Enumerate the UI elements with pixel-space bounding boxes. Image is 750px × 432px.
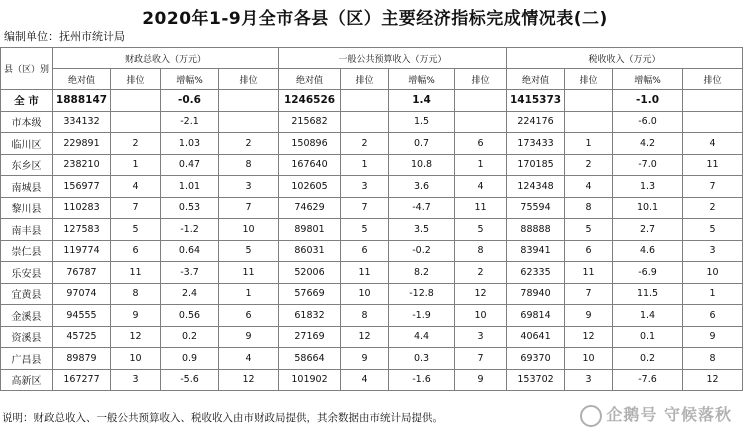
watermark (580, 402, 732, 427)
table-row (1, 283, 743, 305)
value-cell: 8 (455, 240, 507, 262)
value-cell: 86031 (279, 240, 341, 262)
value-cell: 83941 (507, 240, 565, 262)
value-cell: 7 (219, 197, 279, 219)
county-name-cell: 崇仁县 (1, 240, 53, 262)
sub-header: 排位 (111, 69, 161, 90)
indicator-table (0, 47, 743, 391)
value-cell: -2.1 (161, 111, 219, 133)
value-cell: 2 (341, 133, 389, 155)
value-cell: 156977 (53, 176, 111, 198)
value-cell (219, 90, 279, 112)
value-cell: 11 (341, 262, 389, 284)
value-cell: 12 (219, 369, 279, 391)
value-cell: 1.03 (161, 133, 219, 155)
table-row (1, 326, 743, 348)
sub-header: 增幅% (389, 69, 455, 90)
value-cell: 0.7 (389, 133, 455, 155)
value-cell: 0.2 (161, 326, 219, 348)
value-cell: 6 (565, 240, 613, 262)
value-cell: 5 (683, 219, 743, 241)
value-cell: 1 (455, 154, 507, 176)
table-row (1, 90, 743, 112)
value-cell (565, 111, 613, 133)
value-cell: 224176 (507, 111, 565, 133)
value-cell: 2.4 (161, 283, 219, 305)
sub-header: 排位 (683, 69, 743, 90)
value-cell: 150896 (279, 133, 341, 155)
value-cell: -5.6 (161, 369, 219, 391)
value-cell: 153702 (507, 369, 565, 391)
group-header-public-budget: 一般公共预算收入（万元） (279, 48, 507, 69)
value-cell: 7 (683, 176, 743, 198)
group-header-tax: 税收收入（万元） (507, 48, 743, 69)
value-cell (111, 111, 161, 133)
value-cell: 334132 (53, 111, 111, 133)
value-cell: 215682 (279, 111, 341, 133)
value-cell: 1 (341, 154, 389, 176)
value-cell: 3 (341, 176, 389, 198)
value-cell: 69370 (507, 348, 565, 370)
value-cell: 94555 (53, 305, 111, 327)
table-row (1, 133, 743, 155)
county-name-cell: 市本级 (1, 111, 53, 133)
value-cell: 12 (111, 326, 161, 348)
county-name-cell: 金溪县 (1, 305, 53, 327)
value-cell: 11 (111, 262, 161, 284)
value-cell: -1.2 (161, 219, 219, 241)
value-cell: 167640 (279, 154, 341, 176)
value-cell: 1 (111, 154, 161, 176)
value-cell: 4 (341, 369, 389, 391)
value-cell: 5 (565, 219, 613, 241)
value-cell: 62335 (507, 262, 565, 284)
sub-header: 增幅% (161, 69, 219, 90)
county-name-cell: 宜黄县 (1, 283, 53, 305)
table-row (1, 369, 743, 391)
value-cell: 9 (455, 369, 507, 391)
county-name-cell: 高新区 (1, 369, 53, 391)
value-cell (455, 111, 507, 133)
value-cell: 3 (111, 369, 161, 391)
value-cell: 3 (219, 176, 279, 198)
value-cell: -7.0 (613, 154, 683, 176)
value-cell: 229891 (53, 133, 111, 155)
value-cell: -0.2 (389, 240, 455, 262)
value-cell: 238210 (53, 154, 111, 176)
sub-header: 排位 (341, 69, 389, 90)
value-cell: 1 (683, 283, 743, 305)
county-name-cell: 广昌县 (1, 348, 53, 370)
value-cell: 3.5 (389, 219, 455, 241)
value-cell: 0.9 (161, 348, 219, 370)
value-cell: 12 (341, 326, 389, 348)
value-cell: 4 (565, 176, 613, 198)
value-cell: -6.9 (613, 262, 683, 284)
value-cell: -0.6 (161, 90, 219, 112)
value-cell: 0.3 (389, 348, 455, 370)
sub-header: 增幅% (613, 69, 683, 90)
value-cell: 0.53 (161, 197, 219, 219)
value-cell: -6.0 (613, 111, 683, 133)
value-cell: 3.6 (389, 176, 455, 198)
value-cell: -4.7 (389, 197, 455, 219)
value-cell: 0.47 (161, 154, 219, 176)
value-cell: 8.2 (389, 262, 455, 284)
value-cell: 40641 (507, 326, 565, 348)
value-cell: 5 (455, 219, 507, 241)
value-cell: 57669 (279, 283, 341, 305)
value-cell: 6 (111, 240, 161, 262)
value-cell: 6 (455, 133, 507, 155)
value-cell (565, 90, 613, 112)
value-cell: 76787 (53, 262, 111, 284)
value-cell (219, 111, 279, 133)
value-cell: 9 (341, 348, 389, 370)
value-cell: 7 (341, 197, 389, 219)
value-cell: -12.8 (389, 283, 455, 305)
value-cell: 11 (455, 197, 507, 219)
value-cell: 4 (111, 176, 161, 198)
value-cell: 10 (341, 283, 389, 305)
value-cell (341, 90, 389, 112)
value-cell: 2 (565, 154, 613, 176)
value-cell: 10 (111, 348, 161, 370)
value-cell: 167277 (53, 369, 111, 391)
value-cell: 45725 (53, 326, 111, 348)
table-body (1, 90, 743, 391)
value-cell: 10 (565, 348, 613, 370)
table-row (1, 305, 743, 327)
value-cell: 127583 (53, 219, 111, 241)
table-row (1, 219, 743, 241)
value-cell: 7 (455, 348, 507, 370)
value-cell: 102605 (279, 176, 341, 198)
table-row (1, 240, 743, 262)
value-cell: 12 (683, 369, 743, 391)
value-cell: 1 (565, 133, 613, 155)
value-cell: 89879 (53, 348, 111, 370)
value-cell: 124348 (507, 176, 565, 198)
value-cell: 8 (111, 283, 161, 305)
value-cell: 11 (219, 262, 279, 284)
value-cell: 5 (111, 219, 161, 241)
value-cell: 173433 (507, 133, 565, 155)
value-cell: 4.6 (613, 240, 683, 262)
sub-header: 绝对值 (507, 69, 565, 90)
value-cell: 2 (455, 262, 507, 284)
value-cell: 1.5 (389, 111, 455, 133)
county-name-cell: 全 市 (1, 90, 53, 112)
value-cell: 7 (565, 283, 613, 305)
value-cell: 110283 (53, 197, 111, 219)
value-cell: -1.6 (389, 369, 455, 391)
value-cell: -7.6 (613, 369, 683, 391)
value-cell: 1.4 (613, 305, 683, 327)
footnote: 说明：财政总收入、一般公共预算收入、税收收入由市财政局提供，其余数据由市统计局提供。 (2, 412, 443, 424)
value-cell: 4 (683, 133, 743, 155)
value-cell: 58664 (279, 348, 341, 370)
value-cell: 12 (565, 326, 613, 348)
value-cell: -1.0 (613, 90, 683, 112)
value-cell: 8 (219, 154, 279, 176)
value-cell: 4.2 (613, 133, 683, 155)
value-cell (683, 111, 743, 133)
value-cell: 10 (219, 219, 279, 241)
value-cell: 4.4 (389, 326, 455, 348)
value-cell: 6 (683, 305, 743, 327)
value-cell: 6 (219, 305, 279, 327)
value-cell (683, 90, 743, 112)
value-cell: 11 (565, 262, 613, 284)
value-cell: 7 (111, 197, 161, 219)
value-cell: 5 (219, 240, 279, 262)
table-row (1, 176, 743, 198)
page-title: 2020年1-9月全市各县（区）主要经济指标完成情况表(二) (142, 9, 608, 29)
value-cell: 170185 (507, 154, 565, 176)
value-cell: 5 (341, 219, 389, 241)
value-cell: 10.8 (389, 154, 455, 176)
value-cell: 1888147 (53, 90, 111, 112)
sub-header: 排位 (455, 69, 507, 90)
value-cell: 8 (683, 348, 743, 370)
value-cell: 6 (341, 240, 389, 262)
table-row (1, 197, 743, 219)
value-cell: 0.1 (613, 326, 683, 348)
sub-header: 排位 (219, 69, 279, 90)
value-cell: 1.01 (161, 176, 219, 198)
value-cell: 10 (683, 262, 743, 284)
county-name-cell: 临川区 (1, 133, 53, 155)
value-cell: 9 (565, 305, 613, 327)
county-column-header: 县（区）别 (1, 48, 53, 90)
value-cell: 89801 (279, 219, 341, 241)
value-cell: 75594 (507, 197, 565, 219)
sub-header: 绝对值 (53, 69, 111, 90)
value-cell: 3 (455, 326, 507, 348)
county-name-cell: 南丰县 (1, 219, 53, 241)
table-row (1, 348, 743, 370)
value-cell: 74629 (279, 197, 341, 219)
value-cell: 1.3 (613, 176, 683, 198)
value-cell: 3 (565, 369, 613, 391)
county-name-cell: 资溪县 (1, 326, 53, 348)
value-cell: 97074 (53, 283, 111, 305)
value-cell: 1246526 (279, 90, 341, 112)
county-name-cell: 黎川县 (1, 197, 53, 219)
value-cell: 52006 (279, 262, 341, 284)
value-cell: 1.4 (389, 90, 455, 112)
value-cell: 2 (111, 133, 161, 155)
value-cell: 0.2 (613, 348, 683, 370)
compiling-unit: 编制单位：抚州市统计局 (4, 30, 125, 43)
value-cell: 9 (683, 326, 743, 348)
value-cell: -3.7 (161, 262, 219, 284)
value-cell: 9 (111, 305, 161, 327)
value-cell: 0.64 (161, 240, 219, 262)
value-cell: 10 (455, 305, 507, 327)
county-name-cell: 乐安县 (1, 262, 53, 284)
county-name-cell: 南城县 (1, 176, 53, 198)
value-cell: 8 (565, 197, 613, 219)
value-cell: 88888 (507, 219, 565, 241)
value-cell: 0.56 (161, 305, 219, 327)
value-cell: 9 (219, 326, 279, 348)
value-cell: 61832 (279, 305, 341, 327)
table-row (1, 154, 743, 176)
value-cell: 2.7 (613, 219, 683, 241)
group-header-fiscal: 财政总收入（万元） (53, 48, 279, 69)
county-name-cell: 东乡区 (1, 154, 53, 176)
value-cell: 4 (219, 348, 279, 370)
table-row (1, 111, 743, 133)
value-cell: 4 (455, 176, 507, 198)
value-cell: 27169 (279, 326, 341, 348)
value-cell: 1 (219, 283, 279, 305)
value-cell: 101902 (279, 369, 341, 391)
value-cell: 69814 (507, 305, 565, 327)
value-cell: 10.1 (613, 197, 683, 219)
value-cell (111, 90, 161, 112)
value-cell: 1415373 (507, 90, 565, 112)
value-cell (341, 111, 389, 133)
value-cell: 119774 (53, 240, 111, 262)
value-cell: 11 (683, 154, 743, 176)
value-cell (455, 90, 507, 112)
value-cell: 8 (341, 305, 389, 327)
value-cell: 78940 (507, 283, 565, 305)
value-cell: 3 (683, 240, 743, 262)
sub-header: 排位 (565, 69, 613, 90)
sub-header: 绝对值 (279, 69, 341, 90)
penguin-logo-icon (580, 405, 602, 427)
value-cell: -1.9 (389, 305, 455, 327)
value-cell: 2 (219, 133, 279, 155)
watermark-text: 企鹅号 守候落秋 (606, 405, 732, 424)
value-cell: 12 (455, 283, 507, 305)
value-cell: 11.5 (613, 283, 683, 305)
value-cell: 2 (683, 197, 743, 219)
table-row (1, 262, 743, 284)
